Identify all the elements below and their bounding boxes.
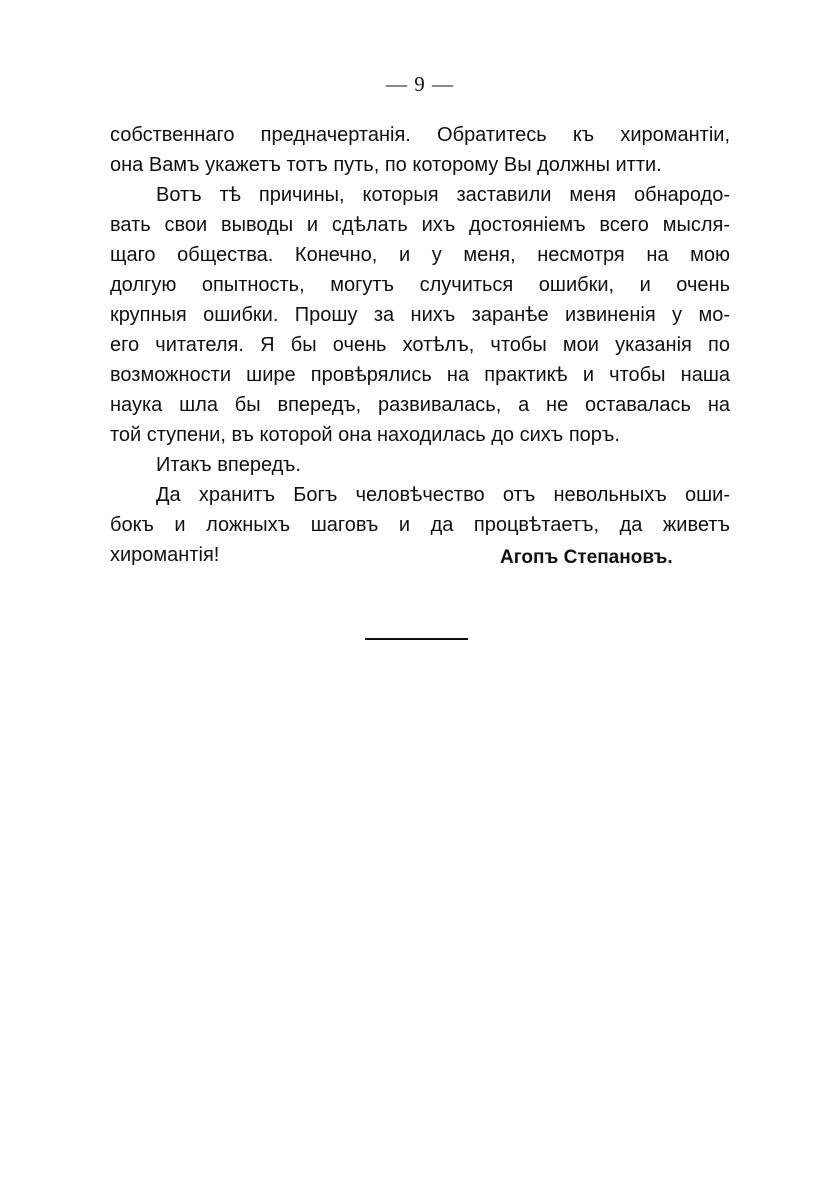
text-line: вать свои выводы и сдѣлать ихъ достояніемъ всего мысля- — [110, 214, 730, 236]
text-line: его читателя. Я бы очень хотѣлъ, чтобы мои указанія по — [110, 334, 730, 356]
page-number: — 9 — — [386, 72, 454, 96]
text-line: Итакъ впередъ. — [156, 454, 301, 476]
text-line: щаго общества. Конечно, и у меня, несмотря на мою — [110, 244, 730, 266]
text-line: хиромантія! — [110, 544, 220, 566]
text-line: возможности шире провѣрялись на практикѣ и чтобы наша — [110, 364, 730, 386]
body-text — [110, 120, 730, 570]
text-line: бокъ и ложныхъ шаговъ и да процвѣтаетъ, да живетъ — [110, 514, 730, 536]
end-divider — [365, 638, 468, 640]
text-line: крупныя ошибки. Прошу за нихъ заранѣе извиненія у мо- — [110, 304, 730, 326]
text-line: Да хранитъ Богъ человѣчество отъ невольныхъ оши- — [156, 484, 730, 506]
text-line: собственнаго предначертанія. Обратитесь къ хиромантіи, — [110, 124, 730, 146]
text-line: наука шла бы впередъ, развивалась, а не оставалась на — [110, 394, 730, 416]
author-signature: Агопъ Степановъ. — [500, 547, 673, 568]
text-line: долгую опытность, могутъ случиться ошибки, и очень — [110, 274, 730, 296]
text-line: той ступени, въ которой она находилась до сихъ поръ. — [110, 424, 620, 446]
text-line: Вотъ тѣ причины, которыя заставили меня обнародо- — [156, 184, 730, 206]
text-line: она Вамъ укажетъ тотъ путь, по которому Вы должны итти. — [110, 154, 662, 176]
